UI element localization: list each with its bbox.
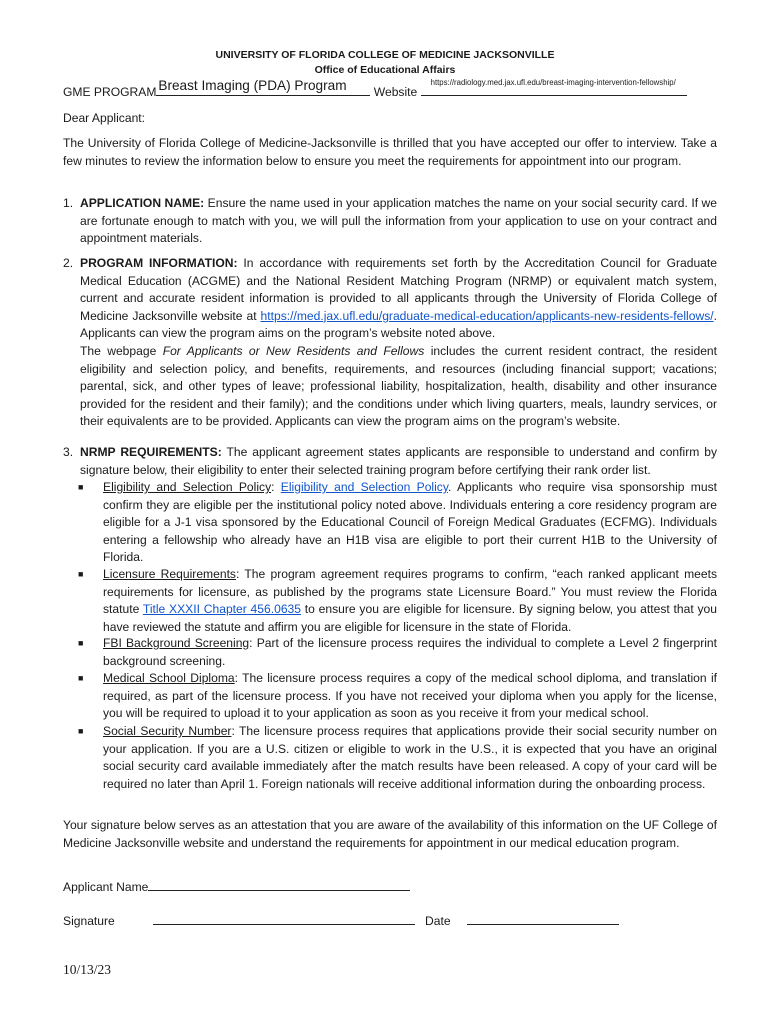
item-para2-before: The webpage [80, 343, 163, 358]
numbered-list-item-3 [63, 444, 717, 479]
applicant-name-field[interactable] [148, 878, 410, 891]
applicant-name-label: Applicant Name [63, 880, 149, 894]
institution-title: UNIVERSITY OF FLORIDA COLLEGE OF MEDICINE JACKSONVILLE [215, 49, 555, 61]
item-heading: NRMP REQUIREMENTS: [80, 445, 222, 459]
numbered-list-item-2 [63, 255, 717, 431]
bullet-text: . Applicants who require visa sponsorship must confirm they are eligible per the institutional policy noted above. Individuals entering a core residency program are eligible for a J-1 visa sponsored by the Educational Council of Foreign Medical Graduates (ECFMG). Individuals entering a fellowship who already have an H1B visa are eligible to port their current H1B to the University of Florida. [103, 480, 717, 565]
bullet-text: : The licensure process requires a copy of the medical school diploma, and translation if required, as part of the licensure process. If you have not received your diploma when you apply for the license, you will be required to upload it to your application as soon as you receive it from your medical school. [103, 671, 717, 721]
item-text: The applicant agreement states applicants are responsible to understand and confirm by signature below, their eligibility to enter their selected training program before certifying their rank order list. [80, 445, 717, 477]
bullet-text: : The program agreement requires programs to confirm, “each ranked applicant meets requirements for licensure, as published by the programs state Licensure Board.” You must review the Florida statute [103, 567, 717, 617]
florida-statute-link[interactable]: Title XXXII Chapter 456.0635 [142, 602, 302, 617]
item-number: 2. [63, 256, 74, 270]
square-bullet-icon: ■ [78, 482, 84, 492]
salutation: Dear Applicant: [63, 111, 146, 125]
eligibility-policy-link[interactable]: Eligibility and Selection Policy [280, 480, 448, 494]
date-field[interactable] [467, 912, 619, 925]
program-field[interactable] [156, 78, 370, 96]
bullet-text: : The licensure process requires that applications provide their social security number on your application. If you are a U.S. citizen or eligible to work in the U.S., it is expected that you have an original social security card available immediately after the match results have been released. A copy of your card will be required no later than April 1. Foreign nationals will receive additional information during the onboarding process. [103, 724, 718, 791]
signature-label: Signature [63, 914, 115, 928]
program-label: GME PROGRAM [63, 85, 157, 99]
item-number: 3. [63, 445, 74, 459]
bullet-diploma [78, 670, 717, 723]
bullet-title: Medical School Diploma [103, 671, 235, 685]
bullet-fbi-screening [78, 635, 717, 670]
bullet-text: : Part of the licensure process requires the individual to complete a Level 2 fingerprint background screening. [103, 636, 717, 668]
item-heading: APPLICATION NAME: [80, 196, 205, 210]
item-number: 1. [63, 196, 74, 210]
closing-paragraph: Your signature below serves as an attestation that you are aware of the availability of this information on the UF College of Medicine Jacksonville website and understand the requirements for appointment in our medical education program. [63, 818, 717, 850]
bullet-ssn [78, 723, 718, 793]
program-line [63, 78, 687, 101]
office-title: Office of Educational Affairs [314, 64, 456, 76]
bullet-separator: : [271, 480, 281, 494]
bullet-title: Social Security Number [103, 724, 232, 738]
date-label: Date [425, 914, 451, 928]
square-bullet-icon: ■ [78, 726, 84, 736]
numbered-list-item-1 [63, 195, 717, 248]
website-label: Website [373, 85, 418, 99]
bullet-text-after-link: to ensure you are eligible for licensure. By signing below, you attest that you have reviewed the statute and affirm you are eligible for licensure in the state of Florida. [103, 602, 717, 634]
intro-paragraph: The University of Florida College of Medicine-Jacksonville is thrilled that you have accepted our offer to interview. Take a few minutes to review the information below to ensure you meet the requirements for appointment into our program. [63, 136, 717, 168]
item-para2-after: includes the current resident contract, the resident eligibility and selection policy, and benefits, requirements, and resources (including financial support; vacations; parental, sick, and other types of leave; professional liability, hospitalization, health, disability and other insurance provided for the resident and their family); and the conditions under which living quarters, meals, laundry services, or their equivalents are to be provided. Applicants can view the program aims on the program’s website. [80, 343, 718, 429]
square-bullet-icon: ■ [78, 569, 84, 579]
website-value: https://radiology.med.jax.ufl.edu/breast-imaging-intervention-fellowship/ [430, 78, 676, 87]
square-bullet-icon: ■ [78, 638, 84, 648]
bullet-title: Eligibility and Selection Policy [103, 480, 272, 494]
program-value: Breast Imaging (PDA) Program [158, 78, 347, 93]
item-heading: PROGRAM INFORMATION: [80, 256, 238, 270]
item-text-after-link: . Applicants can view the program aims on the program’s website noted above. [80, 308, 717, 341]
item-text: In accordance with requirements set forth by the Accreditation Council for Graduate Medical Education (ACGME) and the National Resident Matching Program (NRMP) or equivalent match system, current and accurate resident information is provided to all applicants through the University of Florida College of Medicine Jacksonville website at [80, 256, 717, 323]
revision-date: 10/13/23 [63, 962, 112, 977]
applicant-name-row [63, 878, 410, 896]
website-field[interactable] [421, 78, 687, 96]
signature-row [63, 912, 619, 930]
bullet-licensure [78, 566, 717, 636]
item-para2-italic: For Applicants or New Residents and Fellows [162, 343, 425, 358]
bullet-title: Licensure Requirements [103, 567, 236, 581]
square-bullet-icon: ■ [78, 673, 84, 683]
gme-website-link[interactable]: https://med.jax.ufl.edu/graduate-medical-education/applicants-new-residents-fellows/ [260, 308, 714, 323]
bullet-eligibility [78, 479, 717, 567]
signature-field[interactable] [153, 912, 415, 925]
item-text: Ensure the name used in your application matches the name on your social security card. If we are fortunate enough to match with you, we will pull the information from your application to use on your contract and appointment materials. [80, 196, 717, 246]
bullet-title: FBI Background Screening [103, 636, 250, 650]
